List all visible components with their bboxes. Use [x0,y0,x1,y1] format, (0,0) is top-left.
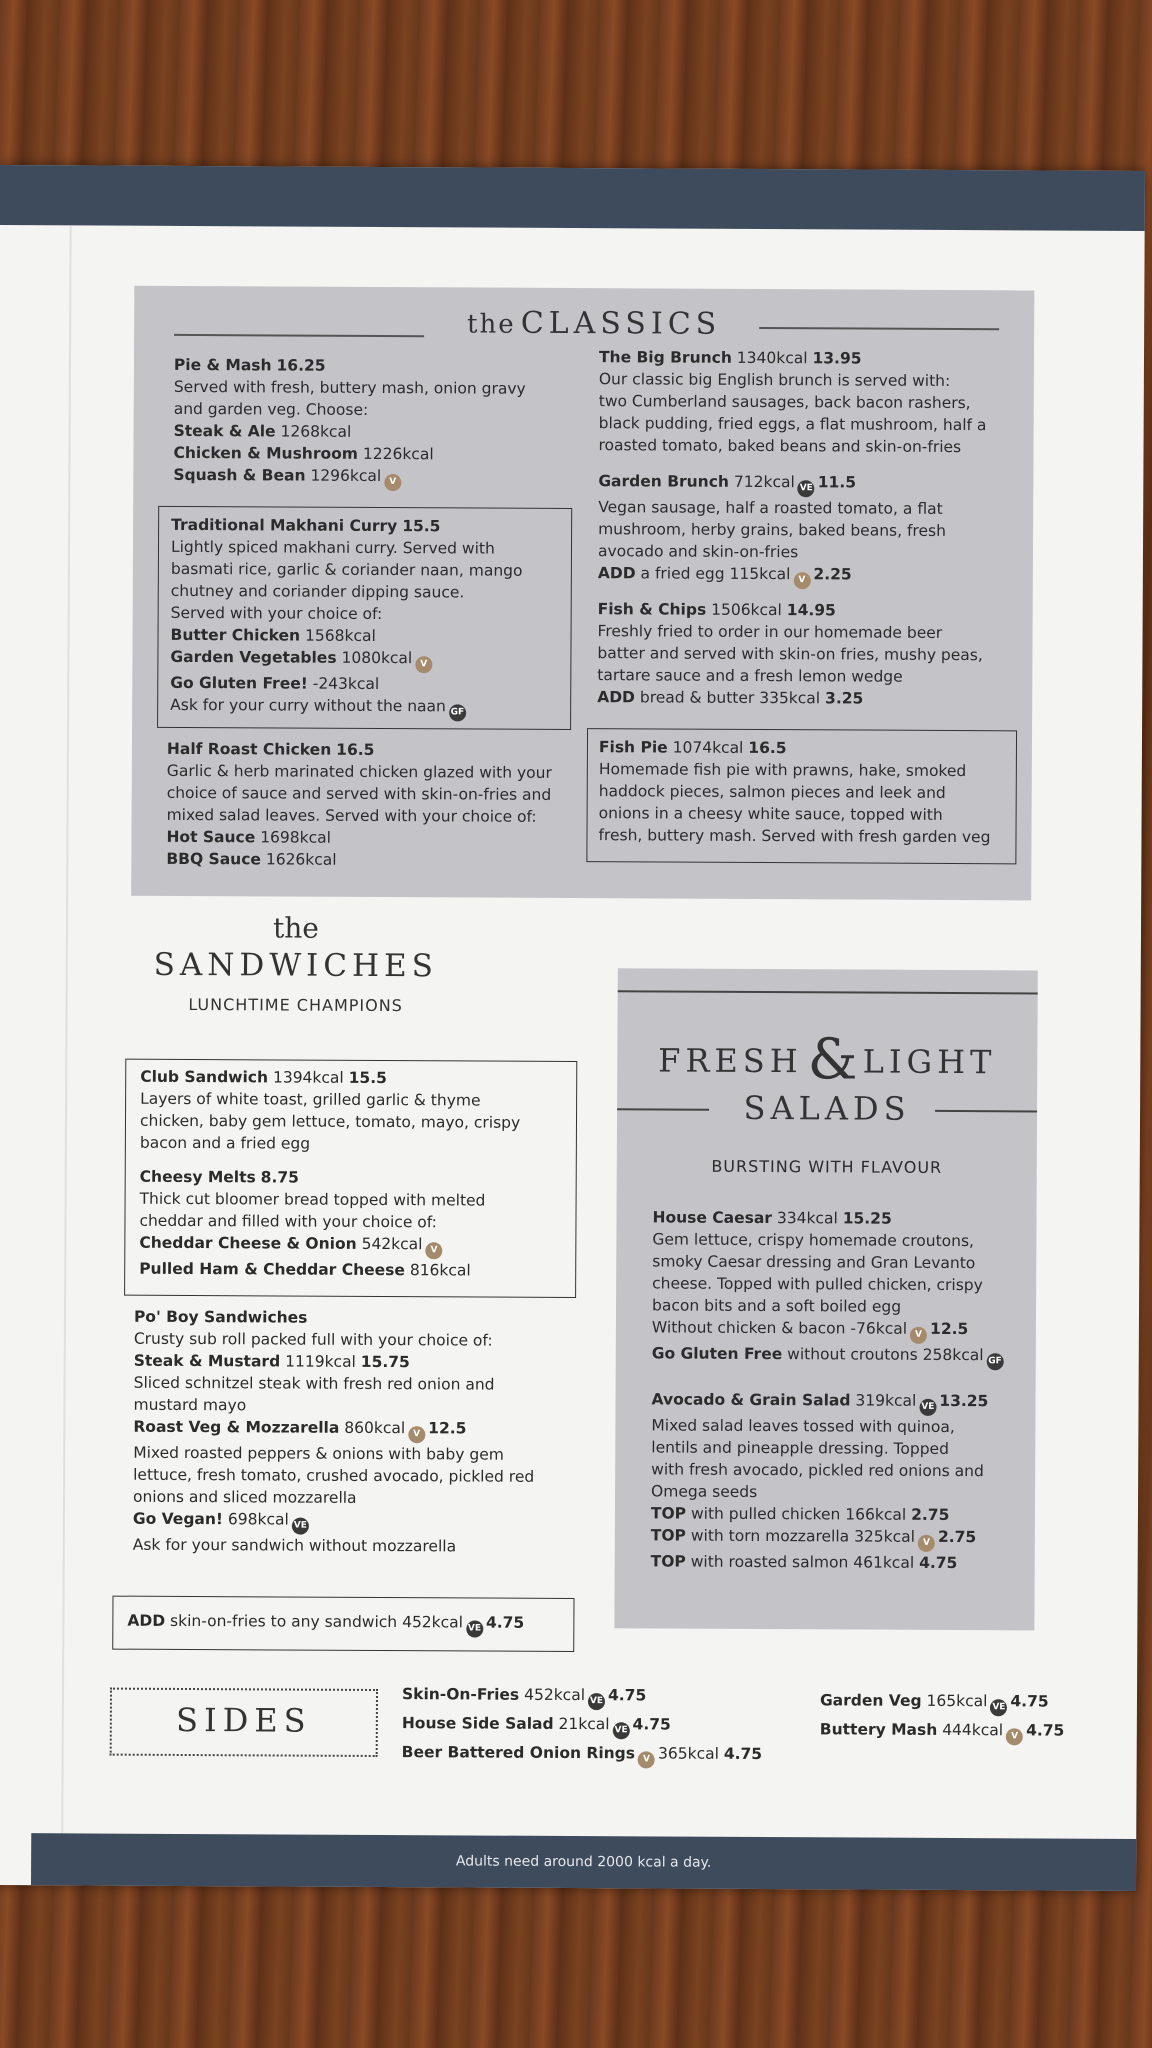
big-brunch-item [598,346,986,458]
salads-heading-amp: & [807,1027,858,1093]
fish-chips-item [597,598,983,710]
salads-heading-line2: SALADS [743,1088,911,1128]
option-kcal: -76kcal [850,1319,908,1338]
side-price: 4.75 [1026,1721,1065,1740]
option-name: Go Gluten Free! [170,673,308,693]
top-price: 2.75 [911,1505,950,1524]
fish-pie-item [598,736,991,848]
gluten-free-icon: GF [986,1353,1003,1370]
salads-heading-fresh: FRESH [658,1041,803,1081]
add-label: ADD [597,688,636,707]
side-price: 4.75 [607,1686,647,1705]
option-kcal: 542kcal [361,1234,423,1254]
top-price: 4.75 [919,1553,958,1573]
option-price: 12.5 [428,1419,467,1438]
house-caesar-item [652,1206,1008,1370]
side-price: 4.75 [723,1744,763,1764]
add-label: ADD [597,564,636,583]
sandwiches-heading-the: the [272,911,320,945]
option-name: Steak & Ale [173,421,276,441]
option-name: Chicken & Mushroom [173,443,359,463]
side-name: Buttery Mash [819,1720,938,1739]
item-name: Fish & Chips [597,600,707,619]
item-desc: chutney and coriander dipping sauce. [170,581,465,602]
option-name: Hot Sauce [166,827,256,847]
side-name: Garden Veg [819,1691,922,1710]
vegan-icon: VE [292,1518,309,1535]
option-kcal: 1296kcal [310,466,382,486]
item-kcal: 1340kcal [736,348,808,368]
cheesy-melts-item [139,1166,485,1282]
top-kcal: 166kcal [845,1505,907,1524]
option-name: Steak & Mustard [133,1351,281,1371]
item-price: 13.95 [812,349,862,368]
item-desc: Ask for your sandwich without mozzarella [132,1535,457,1556]
option-name: Pulled Ham & Cheddar Cheese [139,1259,405,1280]
item-desc: fresh, buttery mash. Served with fresh garden veg [598,826,991,847]
item-name: Garden Brunch [598,472,730,491]
top-price: 2.75 [937,1527,977,1547]
item-desc: smoky Caesar dressing and Gran Levanto [652,1252,976,1273]
top-kcal: 325kcal [854,1527,916,1546]
option-name: Butter Chicken [170,625,301,645]
top-kcal: 461kcal [853,1553,915,1572]
bottom-band [31,1833,1136,1891]
item-name: Avocado & Grain Salad [651,1390,851,1410]
item-price: 15.5 [402,517,441,536]
sandwiches-subheading: LUNCHTIME CHAMPIONS [188,994,403,1016]
add-kcal: 115kcal [729,564,791,584]
item-price: 15.25 [842,1209,892,1228]
item-name: The Big Brunch [598,348,732,367]
side-kcal: 444kcal [942,1720,1004,1740]
gluten-free-label: Go Gluten Free [651,1344,783,1364]
vegetarian-icon: V [408,1426,425,1443]
item-kcal: 319kcal [855,1391,917,1410]
classics-heading [434,305,754,342]
page-fold [61,225,71,1833]
gluten-free-icon: GF [449,704,466,721]
item-desc: bacon bits and a soft boiled egg [651,1296,902,1316]
footer-note: Adults need around 2000 kcal a day. [455,1853,712,1871]
vegan-icon: VE [466,1620,483,1637]
option-kcal: 1119kcal [285,1352,356,1371]
item-price: 16.5 [748,738,787,758]
top-label: TOP [650,1526,687,1545]
add-kcal: 452kcal [402,1613,464,1632]
item-price: 11.5 [817,473,857,492]
item-kcal: 1074kcal [672,738,744,757]
vegetarian-icon: V [425,1242,442,1259]
item-desc: Our classic big English brunch is served with: [598,370,951,390]
item-kcal: 334kcal [776,1209,838,1228]
item-desc: choice of sauce and served with skin-on-fries and [166,783,552,804]
item-desc: Homemade fish pie with prawns, hake, smoked [598,760,967,781]
side-kcal: 165kcal [926,1691,988,1711]
vegetarian-icon: V [638,1751,655,1768]
item-desc: Omega seeds [651,1482,758,1501]
item-desc: haddock pieces, salmon pieces and leek and [598,782,946,802]
side-kcal: 365kcal [657,1744,719,1763]
item-price: 16.25 [276,356,326,375]
item-desc: cheese. Topped with pulled chicken, crispy [652,1274,983,1295]
add-kcal: 335kcal [759,688,821,708]
item-desc: Served with your choice of: [170,603,383,624]
item-desc: avocado and skin-on-fries [597,542,799,562]
top-text: with pulled chicken [690,1504,841,1524]
add-label: ADD [127,1611,166,1630]
classics-heading-the: the [466,309,516,340]
option-price: 15.75 [360,1352,410,1372]
option-name: Go Vegan! [132,1509,224,1529]
option-kcal: 1626kcal [265,850,337,869]
option-kcal: 1226kcal [362,444,434,464]
item-kcal: 1506kcal [711,600,782,620]
item-kcal: 712kcal [733,472,795,492]
item-desc: batter and served with skin-on fries, mushy peas, [597,644,983,665]
vegan-icon: VE [588,1693,605,1710]
avocado-salad-item [651,1388,989,1574]
item-desc: Layers of white toast, grilled garlic & thyme [140,1089,481,1110]
item-name: Cheesy Melts [139,1167,256,1187]
top-text: with roasted salmon [690,1552,849,1572]
pie-mash-item [173,354,526,492]
item-price: 13.25 [939,1391,989,1411]
item-desc: onions and sliced mozzarella [132,1487,357,1507]
item-desc: roasted tomato, baked beans and skin-on-fries [598,436,962,457]
item-desc: mushroom, herby grains, baked beans, fresh [598,520,946,540]
option-kcal: -243kcal [312,674,380,693]
side-name: House Side Salad [401,1714,554,1733]
item-desc: bacon and a fried egg [139,1133,311,1153]
top-text: with torn mozzarella [690,1526,850,1546]
option-price: 12.5 [930,1319,969,1339]
side-kcal: 452kcal [524,1685,586,1705]
add-price: 3.25 [825,689,864,708]
sandwiches-heading [146,911,447,1016]
sides-heading: SIDES [176,1700,312,1740]
add-text: bread & butter [639,688,755,707]
item-desc: lettuce, fresh tomato, crushed avocado, pickled red [133,1465,535,1486]
sides-list-right [820,1686,1065,1745]
item-name: Traditional Makhani Curry [171,515,398,536]
salads-subheading: BURSTING WITH FLAVOUR [711,1156,943,1177]
item-desc: chicken, baby gem lettuce, tomato, mayo, crispy [139,1111,521,1132]
curry-item [170,514,523,722]
add-fries-item [127,1610,524,1638]
salads-heading-light: LIGHT [862,1042,997,1082]
side-name: Skin-On-Fries [401,1685,520,1704]
option-kcal: 860kcal [344,1418,406,1438]
item-desc: mustard mayo [133,1395,247,1415]
top-band [0,165,1145,231]
add-text: skin-on-fries to any sandwich [170,1611,398,1632]
item-note: Ask for your curry without the naan [170,695,446,716]
item-name: Pie & Mash [173,355,272,375]
item-desc: Sliced schnitzel steak with fresh red onion and [133,1373,495,1394]
item-desc: Freshly fried to order in our homemade beer [597,622,943,642]
vegan-icon: VE [613,1722,630,1739]
item-desc: mixed salad leaves. Served with your choice of: [166,805,537,826]
classics-heading-title: CLASSICS [520,305,722,342]
vegetarian-icon: V [384,474,401,491]
add-text: a fried egg [640,564,725,583]
sandwiches-heading-title: SANDWICHES [153,946,439,985]
vegetarian-icon: V [415,656,432,673]
item-desc: Served with fresh, buttery mash, onion gravy [173,377,526,398]
sides-list-left [402,1680,763,1769]
item-desc: Garlic & herb marinated chicken glazed with your [166,761,552,782]
option-name: Squash & Bean [173,465,306,485]
item-desc: cheddar and filled with your choice of: [139,1211,437,1232]
vegetarian-icon: V [1006,1728,1023,1745]
top-label: TOP [650,1552,686,1571]
garden-brunch-item [598,470,946,590]
side-price: 4.75 [1010,1692,1049,1711]
item-desc: Vegan sausage, half a roasted tomato, a flat [598,498,943,518]
side-price: 4.75 [632,1715,671,1734]
option-name: Roast Veg & Mozzarella [133,1417,340,1437]
item-name: House Caesar [652,1208,773,1228]
option-kcal: 1568kcal [305,626,376,645]
option-kcal: 698kcal [227,1510,289,1529]
item-price: 16.5 [336,740,375,759]
item-name: Club Sandwich [140,1067,269,1087]
item-desc: Mixed salad leaves tossed with quinoa, [651,1416,955,1437]
item-desc: Thick cut bloomer bread topped with melted [139,1189,486,1210]
classics-panel [131,286,1034,901]
club-sandwich-item [140,1066,521,1156]
item-price: 14.95 [786,601,836,620]
option-name: Cheddar Cheese & Onion [139,1233,357,1253]
poboy-item [133,1306,535,1558]
option-text: without croutons [787,1345,918,1364]
item-desc: with fresh avocado, pickled red onions and [651,1460,984,1481]
item-price: 8.75 [260,1168,299,1187]
item-name: Fish Pie [598,738,668,757]
item-kcal: 1394kcal [272,1068,344,1087]
add-price: 4.75 [485,1613,525,1632]
item-desc: Lightly spiced makhani curry. Served with [170,537,495,558]
item-name: Po' Boy Sandwiches [133,1307,308,1327]
vegetarian-icon: V [910,1327,927,1344]
item-name: Half Roast Chicken [166,739,332,759]
menu-page [0,165,1145,1891]
vegan-icon: VE [798,480,815,497]
half-roast-item [166,738,552,872]
item-desc: two Cumberland sausages, back bacon rashers, [598,392,971,413]
option-kcal: 258kcal [922,1345,984,1365]
side-name: Beer Battered Onion Rings [401,1743,636,1763]
option-kcal: 1080kcal [341,648,413,668]
item-desc: tartare sauce and a fresh lemon wedge [597,666,903,686]
item-desc: basmati rice, garlic & coriander naan, mango [170,559,523,580]
item-price: 15.5 [348,1068,387,1088]
item-desc: onions in a cheesy white sauce, topped with [598,804,943,824]
option-kcal: 816kcal [409,1261,471,1280]
vegetarian-icon: V [793,572,810,589]
item-desc: Mixed roasted peppers & onions with baby gem [133,1443,504,1464]
salads-panel [614,968,1037,1630]
item-desc: and garden veg. Choose: [173,399,369,419]
salads-heading-line1 [617,1026,1037,1093]
vegan-icon: VE [990,1699,1007,1716]
item-desc: black pudding, fried eggs, a flat mushroom, half a [598,414,987,435]
vegetarian-icon: V [918,1535,935,1552]
item-desc: Gem lettuce, crispy homemade croutons, [652,1230,975,1251]
option-text: Without chicken & bacon [651,1318,846,1338]
side-kcal: 21kcal [558,1714,610,1734]
option-name: BBQ Sauce [166,849,261,869]
option-kcal: 1698kcal [260,828,332,847]
item-desc: lentils and pineapple dressing. Topped [651,1438,949,1458]
item-desc: Crusty sub roll packed full with your choice of: [133,1329,493,1350]
add-price: 2.25 [813,565,852,584]
option-name: Garden Vegetables [170,647,337,667]
vegan-icon: VE [919,1399,936,1416]
option-kcal: 1268kcal [280,422,352,441]
top-label: TOP [650,1504,687,1523]
